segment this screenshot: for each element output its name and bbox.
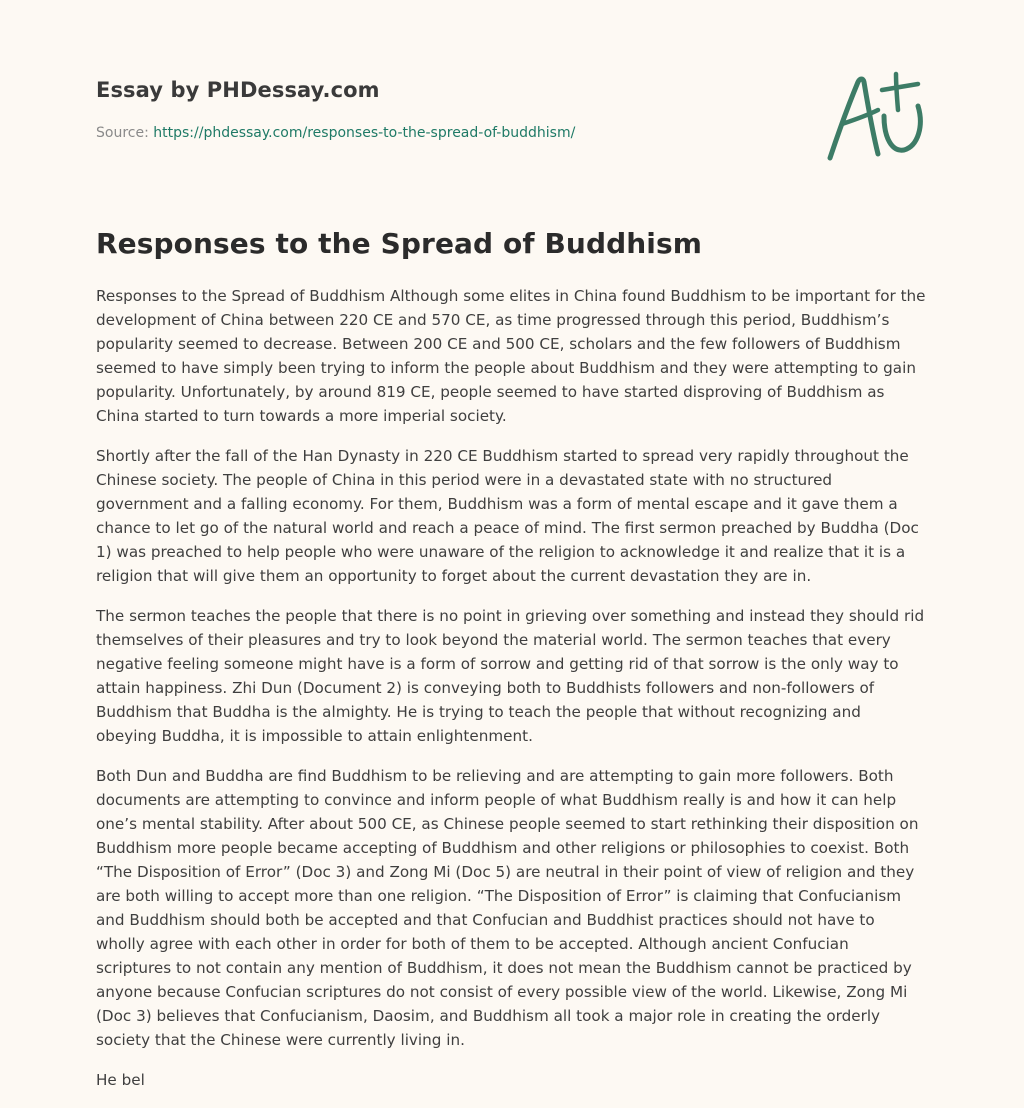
essay-paragraph-3: The sermon teaches the people that there is no point in grieving over something and instead they should rid themselves of their pleasures and try to look beyond the material world. The sermon teaches that every negative feeling someone might have is a form of sorrow and getting rid of that sorrow is the only way to attain happiness. Zhi Dun (Document 2) is conveying both to Buddhists followers and non-followers of Buddhism that Buddha is the almighty. He is trying to teach the people that without recognizing and obeying Buddha, it is impossible to attain enlightenment.	[96, 607, 925, 745]
essay-title: Responses to the Spread of Buddhism	[96, 227, 703, 260]
a-plus-grade-icon	[820, 66, 930, 166]
essay-paragraph-5: He bel	[96, 1071, 145, 1089]
source-link[interactable]: https://phdessay.com/responses-to-the-spread-of-buddhism/	[153, 125, 576, 141]
essay-paragraph-4: Both Dun and Buddha are find Buddhism to be relieving and are attempting to gain more followers. Both documents are attempting to convince and inform people of what Buddhism really is and how it can help one’s mental stability. After about 500 CE, as Chinese people seemed to start rethinking their disposition on Buddhism more people became accepting of Buddhism and other religions or philosophies to coexist. Both “The Disposition of Error” (Doc 3) and Zong Mi (Doc 5) are neutral in their point of view of religion and they are both willing to accept more than one religion. “The Disposition of Error” is claiming that Confucianism and Buddhism should both be accepted and that Confucian and Buddhist practices should not have to wholly agree with each other in order for both of them to be accepted. Although ancient Confucian scriptures to not contain any mention of Buddhism, it does not mean the Buddhism cannot be practiced by anyone because Confucian scriptures do not consist of every possible view of the world. Likewise, Zong Mi (Doc 3) believes that Confucianism, Daosim, and Buddhism all took a major role in creating the orderly society that the Chinese were currently living in.	[96, 767, 919, 1049]
essay-body	[96, 284, 926, 1108]
essay-paragraph-2: Shortly after the fall of the Han Dynasty in 220 CE Buddhism started to spread very rapidly throughout the Chinese society. The people of China in this period were in a devastated state with no structured government and a falling economy. For them, Buddhism was a form of mental escape and it gave them a chance to let go of the natural world and reach a peace of mind. The first sermon preached by Buddha (Doc 1) was preached to help people who were unaware of the religion to acknowledge it and realize that it is a religion that will give them an opportunity to forget about the current devastation they are in.	[96, 447, 919, 585]
brand-title: Essay by PHDessay.com	[96, 78, 380, 102]
source-label: Source:	[96, 125, 149, 141]
page-header	[96, 76, 736, 143]
essay-paragraph-1: Responses to the Spread of Buddhism Although some elites in China found Buddhism to be important for the development of China between 220 CE and 570 CE, as time progressed through this period, Buddhism’s popularity seemed to decrease. Between 200 CE and 500 CE, scholars and the few followers of Buddhism seemed to have simply been trying to inform the people about Buddhism and they were attempting to gain popularity. Unfortunately, by around 819 CE, people seemed to have started disproving of Buddhism as China started to turn towards a more imperial society.	[96, 287, 926, 425]
source-line	[96, 123, 736, 143]
